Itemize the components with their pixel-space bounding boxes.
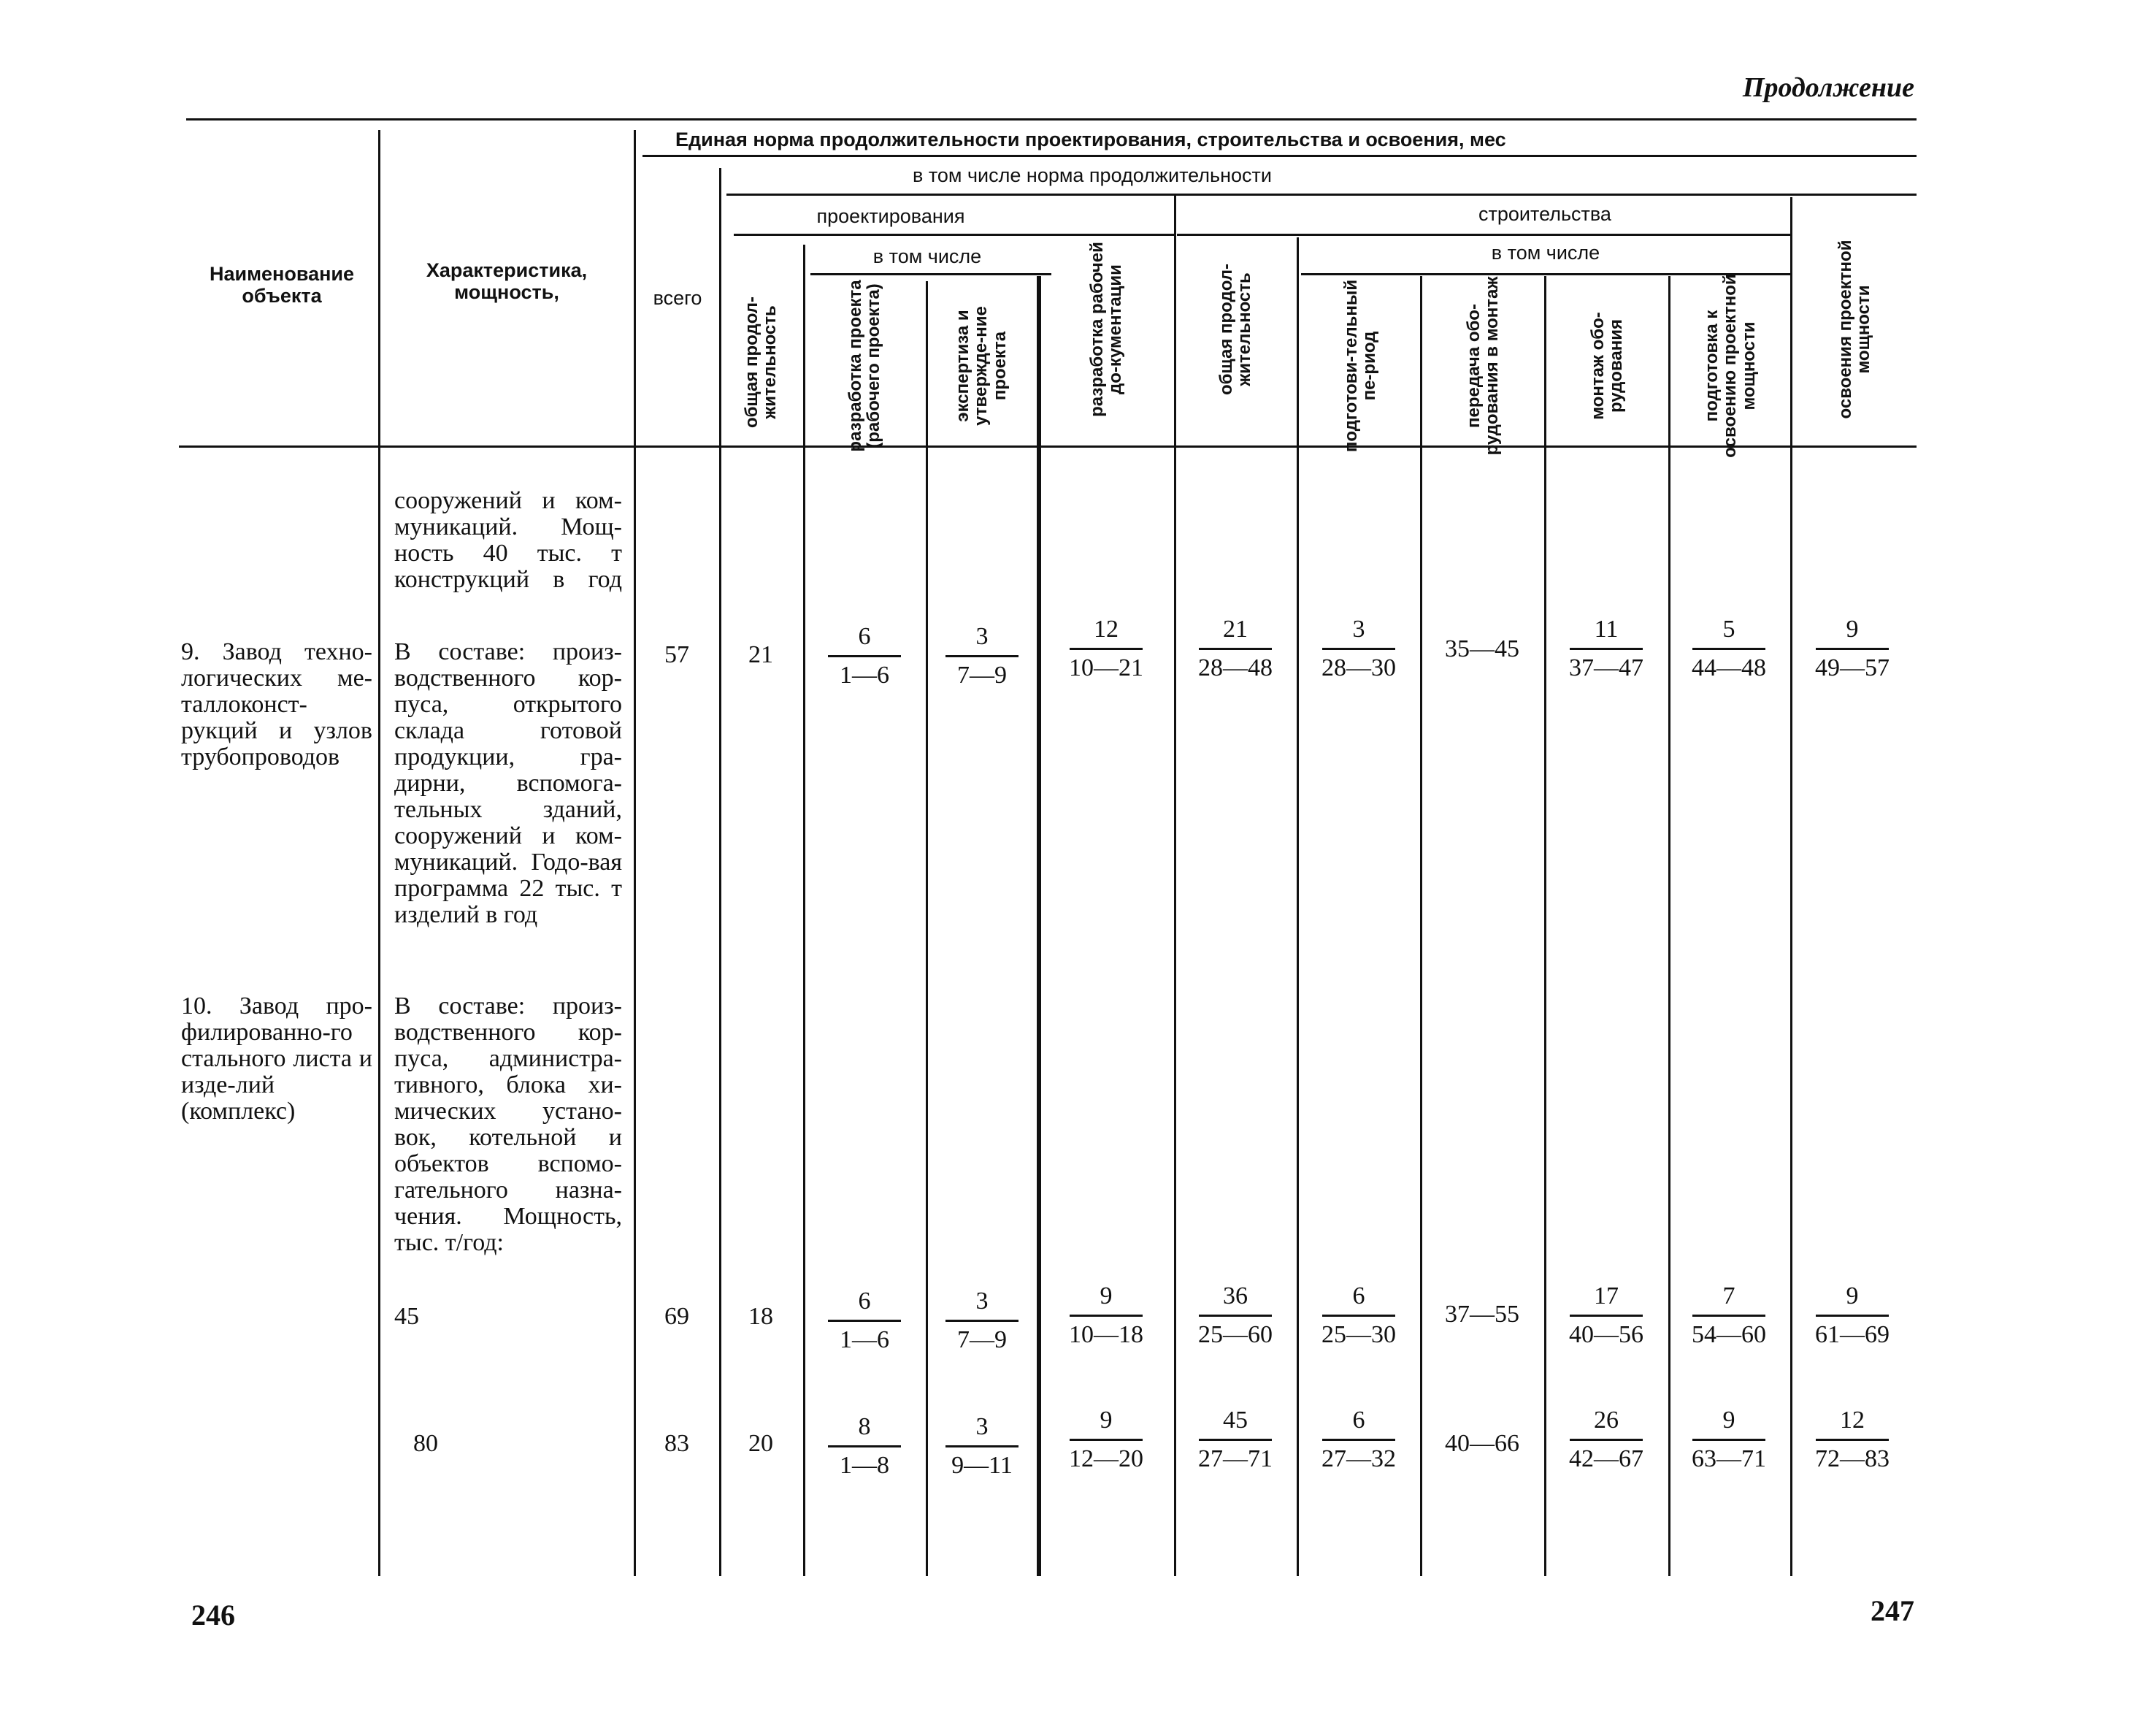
row10a-prep (1311, 1284, 1406, 1347)
vline-11 (1668, 276, 1670, 1576)
header-unified-norm: Единая норма продолжительности проектирования, строительства и освоения, мес (675, 129, 1506, 150)
row10a-prep-top: 6 (1352, 1282, 1365, 1309)
header-design-incl: в том числе (872, 245, 982, 267)
row9-prep-top: 3 (1352, 616, 1365, 643)
row9-project-bot: 1—6 (840, 662, 889, 689)
col-mastering: освоения проектной мощности (1835, 240, 1873, 419)
row10-name: 10. Завод про-филированно-го стального листа и изде-лий (комплекс) (181, 992, 372, 1125)
col-equip-install: монтаж обо-рудования (1587, 312, 1626, 420)
row10a-expertise-top: 3 (975, 1288, 989, 1315)
vline-4 (803, 245, 805, 1576)
row9-project (817, 624, 912, 688)
col-working-docs: разработка рабочей до-кументации (1086, 242, 1125, 417)
row10b-prep (1311, 1408, 1406, 1472)
col-constr-total: общая продол-жительность (1216, 263, 1254, 396)
row10a-transfer: 37—55 (1445, 1301, 1519, 1328)
row9-project-top: 6 (858, 623, 871, 650)
row10b-docs-top: 9 (1100, 1407, 1113, 1434)
row9-master-top: 9 (1846, 616, 1859, 643)
row10a-project-top: 6 (858, 1288, 871, 1315)
row10b-install (1559, 1408, 1654, 1472)
row9-constr-bot: 28—48 (1198, 654, 1273, 681)
row10a-total: 69 (664, 1303, 689, 1330)
row10a-master-bot: 61—69 (1815, 1321, 1890, 1348)
row9-mprep (1681, 617, 1776, 681)
row10b-expertise-bot: 9—11 (951, 1452, 1013, 1479)
row10a-install-bot: 40—56 (1569, 1321, 1643, 1348)
row10b-install-bot: 42—67 (1569, 1445, 1643, 1472)
row10b-expertise-top: 3 (975, 1413, 989, 1440)
row10b-expertise (935, 1415, 1029, 1478)
row10b-capacity: 80 (413, 1430, 438, 1457)
row10a-expertise (935, 1289, 1029, 1353)
header-bottom-rule (179, 445, 1917, 448)
row10b-master (1805, 1408, 1900, 1472)
row10a-master-top: 9 (1846, 1282, 1859, 1309)
row10b-transfer: 40—66 (1445, 1430, 1519, 1457)
col-design-project: разработка проекта (рабочего проекта) (845, 280, 883, 452)
row9-constr-top: 21 (1223, 616, 1248, 643)
row10a-constr-top: 36 (1223, 1282, 1248, 1309)
col-mastering-prep: подготовка к освоению проектной мощности (1702, 274, 1759, 458)
row9-mprep-top: 5 (1722, 616, 1735, 643)
row9-transfer: 35—45 (1445, 635, 1519, 662)
header-name: Наименование объекта (209, 263, 355, 307)
vline-3 (719, 168, 721, 1576)
vline-5 (926, 281, 928, 1576)
row9-characteristic: В составе: произ-водственного кор-пуса, открытого склада готовой продукции, гра-дирни, вспомога-тельных зданий, сооружений и ком-муникаций. Годо-вая программа 22 тыс. т изделий в год (394, 638, 622, 928)
row10a-docs-top: 9 (1100, 1282, 1113, 1309)
row9-design-total: 21 (748, 641, 773, 668)
row10-characteristic: В составе: произ-водственного кор-пуса, администра-тивного, блока хи-мических устано-вок, котельной и объектов вспомо-гательного назна-чения. Мощность, тыс. т/год: (394, 992, 622, 1256)
row10b-docs (1059, 1408, 1154, 1472)
col-prep-period: подготови-тельный пе-риод (1340, 279, 1379, 453)
header-total: всего (653, 287, 702, 309)
row9-docs-top: 12 (1094, 616, 1119, 643)
row9-docs-bot: 10—21 (1069, 654, 1143, 681)
row10b-project-top: 8 (858, 1413, 871, 1440)
row9-docs (1059, 617, 1154, 681)
vline-10 (1544, 276, 1546, 1576)
row9-name: 9. Завод техно-логических ме-таллоконст-рукций и узлов трубопроводов (181, 638, 372, 770)
row10b-project (817, 1415, 912, 1478)
row9-install (1559, 617, 1654, 681)
row10a-docs (1059, 1284, 1154, 1347)
row10b-mprep-top: 9 (1722, 1407, 1735, 1434)
row9-master-bot: 49—57 (1815, 654, 1890, 681)
page-number-left: 246 (191, 1599, 235, 1632)
row10b-constr (1188, 1408, 1283, 1472)
row10b-mprep (1681, 1408, 1776, 1472)
row10a-prep-bot: 25—30 (1321, 1321, 1396, 1348)
row9-master (1805, 617, 1900, 681)
row10a-project-bot: 1—6 (840, 1326, 889, 1353)
row9-expertise (935, 624, 1029, 688)
table-top-rule (186, 118, 1917, 121)
col-design-total: общая продол-жительность (741, 296, 780, 429)
row10a-design-total: 18 (748, 1303, 773, 1330)
row10b-install-top: 26 (1594, 1407, 1619, 1434)
vline-9 (1420, 276, 1422, 1576)
vline-8 (1297, 237, 1299, 1576)
header-design: проектирования (816, 205, 965, 227)
row10b-prep-bot: 27—32 (1321, 1445, 1396, 1472)
row10a-install-top: 17 (1594, 1282, 1619, 1309)
row10a-constr-bot: 25—60 (1198, 1321, 1273, 1348)
row10a-constr (1188, 1284, 1283, 1347)
header-constr-incl: в том числе (1491, 242, 1600, 264)
row10a-install (1559, 1284, 1654, 1347)
vline-1 (378, 130, 380, 1576)
col-equip-transfer: передача обо-рудования в монтаж (1463, 276, 1502, 456)
row9-total: 57 (664, 641, 689, 668)
row10b-master-top: 12 (1840, 1407, 1865, 1434)
header-construction: строительства (1478, 203, 1611, 225)
row10b-mprep-bot: 63—71 (1692, 1445, 1766, 1472)
row10b-master-bot: 72—83 (1815, 1445, 1890, 1472)
row9-constr (1188, 617, 1283, 681)
row10b-constr-bot: 27—71 (1198, 1445, 1273, 1472)
row10b-total: 83 (664, 1430, 689, 1457)
row9-install-bot: 37—47 (1569, 654, 1643, 681)
row9-install-top: 11 (1594, 616, 1619, 643)
vline-6 (1037, 276, 1041, 1576)
header-characteristic: Характеристика, мощность, (426, 259, 588, 304)
col-design-expertise: экспертиза и утвержде-ние проекта (953, 306, 1010, 426)
row9-mprep-bot: 44—48 (1692, 654, 1766, 681)
vline-2 (634, 130, 636, 1576)
vline-7 (1174, 194, 1176, 1576)
row10a-expertise-bot: 7—9 (957, 1326, 1007, 1353)
row10a-mprep (1681, 1284, 1776, 1347)
row10a-master (1805, 1284, 1900, 1347)
row10a-project (817, 1289, 912, 1353)
row9-expertise-top: 3 (975, 623, 989, 650)
row9-prep-bot: 28—30 (1321, 654, 1396, 681)
continuation-label: Продолжение (1742, 72, 1914, 103)
row9-expertise-bot: 7—9 (957, 662, 1007, 689)
rule-construction (1177, 234, 1790, 236)
row10a-capacity: 45 (394, 1303, 419, 1330)
row9-prep (1311, 617, 1406, 681)
row10b-project-bot: 1—8 (840, 1452, 889, 1479)
page-number-right: 247 (1871, 1594, 1914, 1627)
row10b-prep-top: 6 (1352, 1407, 1365, 1434)
rule-unified-norm (642, 155, 1917, 157)
row10a-mprep-bot: 54—60 (1692, 1321, 1766, 1348)
rule-incl-norm (726, 194, 1917, 196)
row10a-mprep-top: 7 (1722, 1282, 1735, 1309)
vline-12 (1790, 197, 1792, 1576)
row10a-docs-bot: 10—18 (1069, 1321, 1143, 1348)
continued-characteristic: сооружений и ком-муникаций. Мощ-ность 40 тыс. т конструкций в год (394, 487, 622, 593)
row10b-constr-top: 45 (1223, 1407, 1248, 1434)
row10b-design-total: 20 (748, 1430, 773, 1457)
row10b-docs-bot: 12—20 (1069, 1445, 1143, 1472)
header-incl-norm: в том числе норма продолжительности (913, 164, 1272, 186)
